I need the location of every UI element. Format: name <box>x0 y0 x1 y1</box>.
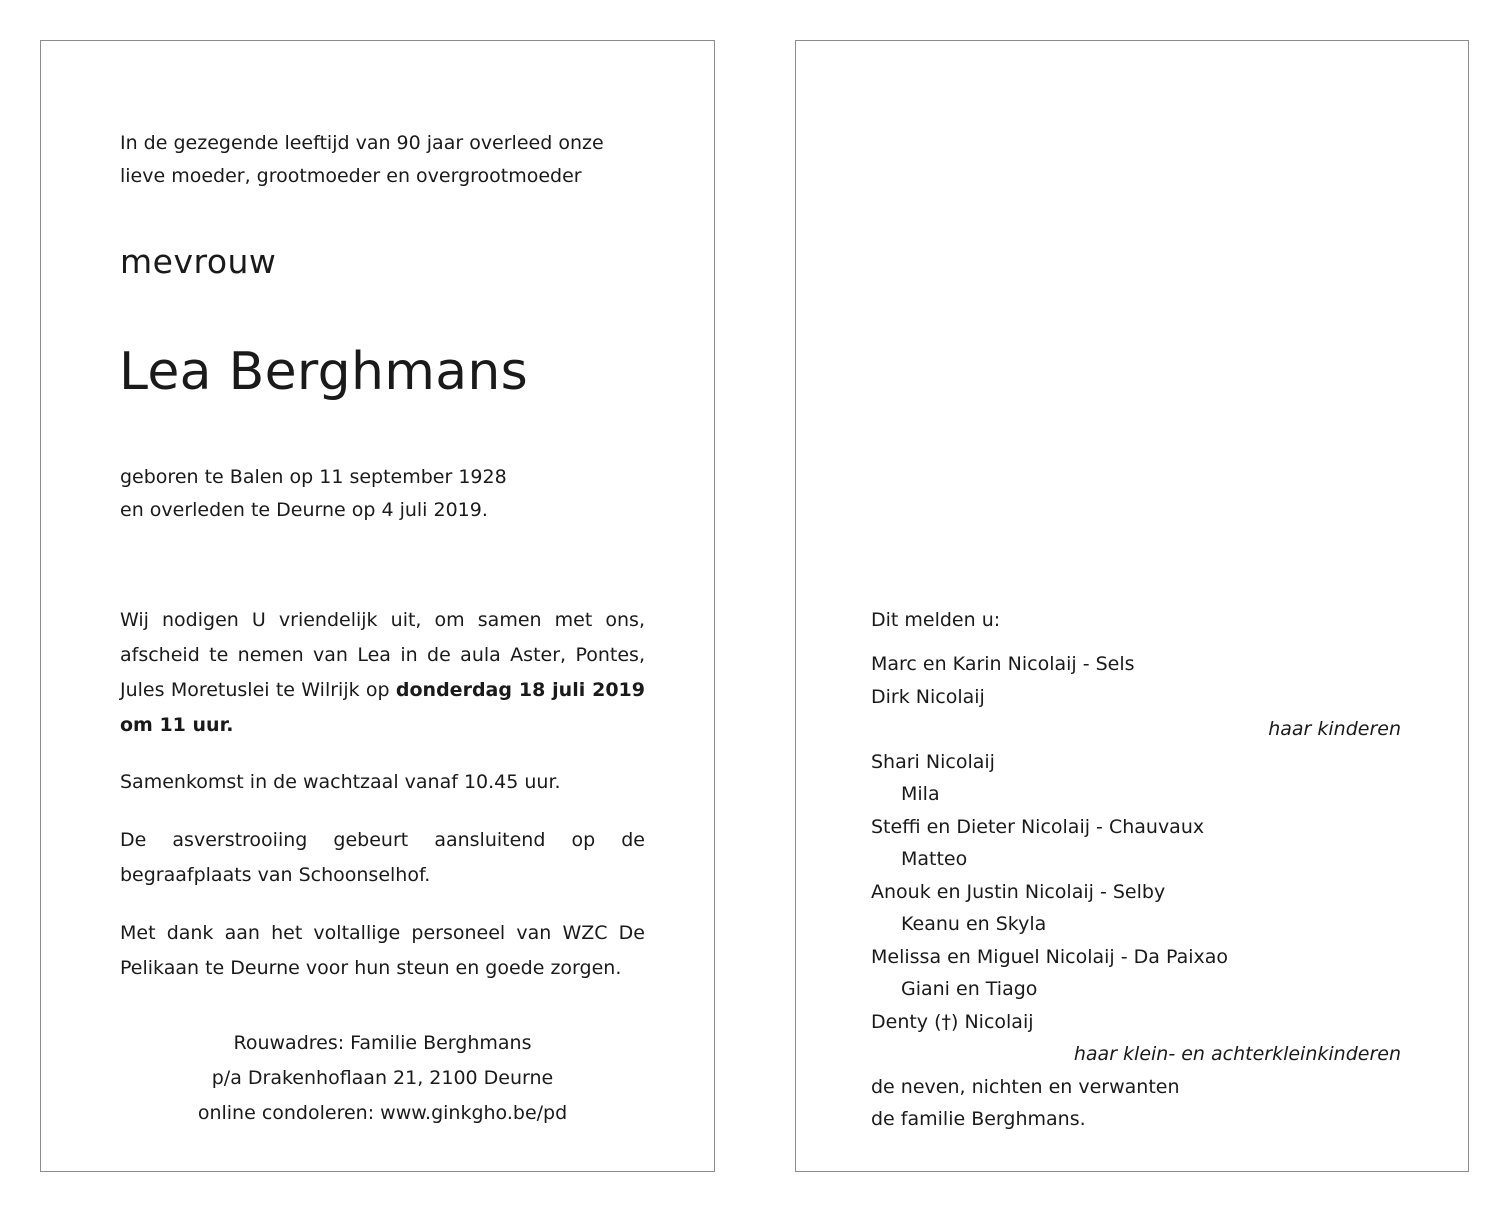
address-line: p/a Drakenhoflaan 21, 2100 Deurne <box>211 1067 554 1089</box>
invitation-text <box>120 603 645 743</box>
grandchild-entry: Anouk en Justin Nicolaij - Selby <box>871 880 1166 903</box>
relatives-entry: de neven, nichten en verwanten <box>871 1075 1180 1098</box>
deceased-grandchild-entry: Denty (†) Nicolaij <box>871 1010 1034 1033</box>
grandchildren-role: haar klein- en achterkleinkinderen <box>1073 1043 1401 1065</box>
obituary-card-right <box>795 40 1469 1172</box>
family-list <box>871 648 1401 1136</box>
address-line: Rouwadres: Familie Berghmans <box>233 1032 532 1054</box>
gathering-text: Samenkomst in de wachtzaal vanaf 10.45 uur. <box>120 771 561 793</box>
thanks-text: Met dank aan het voltallige personeel van WZC De Pelikaan te Deurne voor hun steun en goede zorgen. <box>120 922 645 979</box>
announce-heading: Dit melden u: <box>871 609 1001 631</box>
honorific: mevrouw <box>120 242 277 281</box>
birth-line: geboren te Balen op 11 september 1928 <box>120 466 507 488</box>
great-grandchild-entry: Matteo <box>901 848 968 870</box>
grandchild-entry: Shari Nicolaij <box>871 750 995 773</box>
child-entry: Marc en Karin Nicolaij - Sels <box>871 653 1135 675</box>
intro-line: lieve moeder, grootmoeder en overgrootmoeder <box>120 165 582 187</box>
death-line: en overleden te Deurne op 4 juli 2019. <box>120 499 488 521</box>
deceased-name: Lea Berghmans <box>119 342 529 402</box>
relatives-entry: de familie Berghmans. <box>871 1108 1086 1130</box>
children-role: haar kinderen <box>1268 718 1401 740</box>
intro-text <box>120 127 660 193</box>
invitation-body: Wij nodigen U vriendelijk uit, om samen met ons, afscheid te nemen van Lea in de aula Aster, Pontes, Jules Moretuslei te Wilrijk op <box>120 609 645 701</box>
ceremony-datetime: donderdag 18 juli 2019 om 11 uur. <box>120 679 645 736</box>
great-grandchild-entry: Keanu en Skyla <box>901 913 1047 935</box>
obituary-card-left <box>40 40 715 1172</box>
great-grandchild-entry: Mila <box>901 783 940 805</box>
grandchild-entry: Steffi en Dieter Nicolaij - Chauvaux <box>871 815 1205 838</box>
mourning-address <box>120 1026 645 1131</box>
intro-line: In de gezegende leeftijd van 90 jaar overleed onze <box>120 132 604 154</box>
child-entry: Dirk Nicolaij <box>871 685 985 708</box>
life-dates <box>120 461 507 527</box>
grandchild-entry: Melissa en Miguel Nicolaij - Da Paixao <box>871 945 1229 968</box>
great-grandchild-entry: Giani en Tiago <box>901 978 1038 1000</box>
condolence-link: online condoleren: www.ginkgho.be/pd <box>197 1102 568 1124</box>
ash-scattering-text: De asverstrooiing gebeurt aansluitend op de begraafplaats van Schoonselhof. <box>120 829 645 886</box>
